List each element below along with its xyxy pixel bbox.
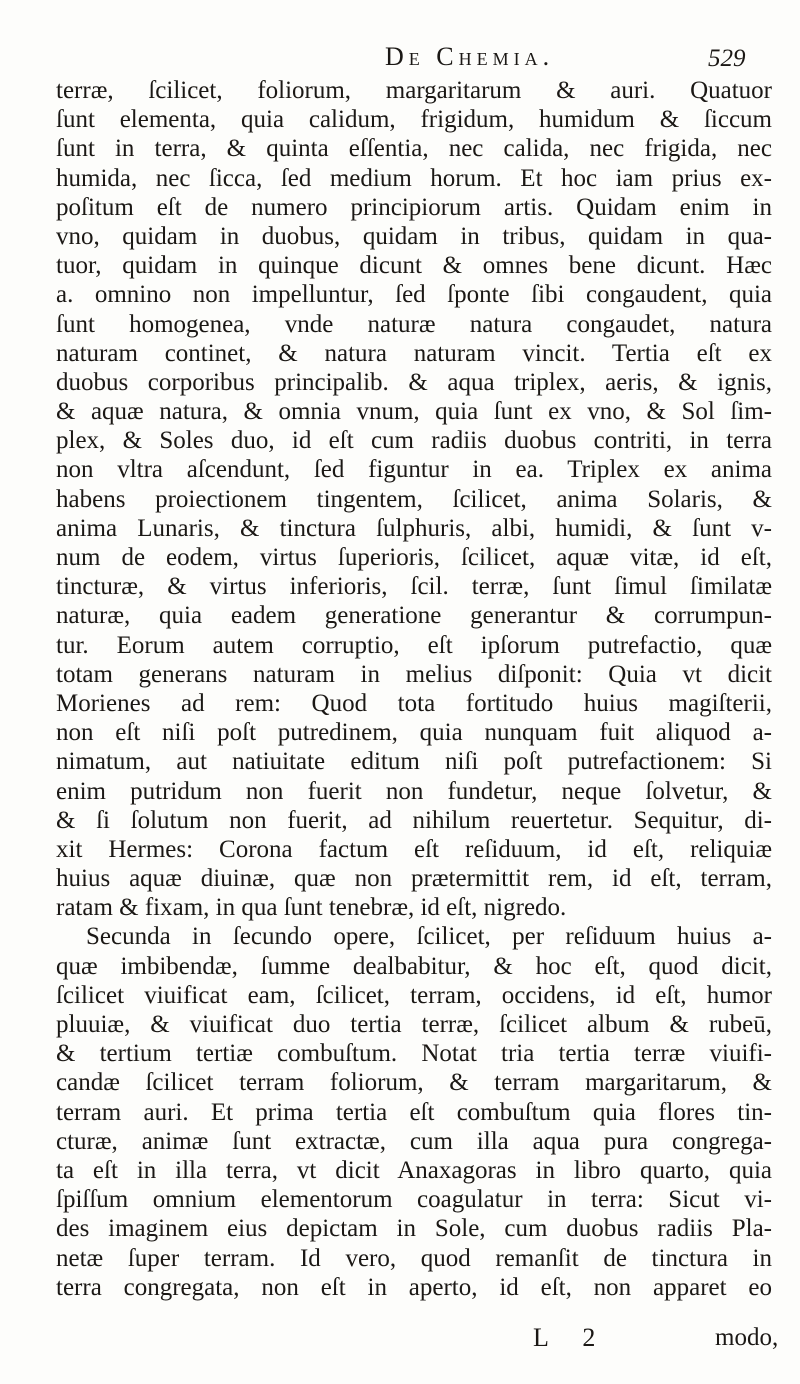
text-line: ſunt in terra, & quinta eſſentia, nec calida, nec frigida, nec xyxy=(56,135,772,163)
text-line: duobus corporibus principalib. & aqua triplex, aeris, & ignis, xyxy=(56,368,772,396)
text-line: Secunda in ſecundo opere, ſcilicet, per reſiduum huius a- xyxy=(86,923,772,951)
text-line: terræ, ſcilicet, foliorum, margaritarum & auri. Quatuor xyxy=(56,77,772,104)
body-text xyxy=(56,76,772,1302)
text-line: naturam continet, & natura naturam vincit. Tertia eſt ex xyxy=(56,339,772,367)
page-header xyxy=(0,40,800,74)
text-line: des imaginem eius depictam in Sole, cum duobus radiis Pla- xyxy=(56,1215,772,1243)
text-line: tincturæ, & virtus inferioris, ſcil. terræ, ſunt ſimul ſimilatæ xyxy=(56,573,772,601)
text-line: ſunt homogenea, vnde naturæ natura congaudet, natura xyxy=(56,310,772,338)
text-line: ta eſt in illa terra, vt dicit Anaxagoras in libro quarto, quia xyxy=(56,1156,772,1184)
text-line: vno, quidam in duobus, quidam in tribus, quidam in qua- xyxy=(56,222,772,250)
text-line: huius aquæ diuinæ, quæ non prætermittit rem, id eſt, terram, xyxy=(56,865,772,893)
text-line: poſitum eſt de numero principiorum artis. Quidam enim in xyxy=(56,193,772,221)
text-line: tur. Eorum autem corruptio, eſt ipſorum putrefactio, quæ xyxy=(56,631,772,659)
text-line: & tertium tertiæ combuſtum. Notat tria tertia terræ viuifi- xyxy=(56,1040,772,1068)
text-line: Morienes ad rem: Quod tota fortitudo huius magiſterii, xyxy=(56,689,772,717)
text-line: totam generans naturam in melius diſponit: Quia vt dicit xyxy=(56,660,772,688)
text-line: non eſt niſi poſt putredinem, quia nunquam fuit aliquod a- xyxy=(56,719,772,747)
text-line: ſcilicet viuificat eam, ſcilicet, terram, occidens, id eſt, humor xyxy=(56,981,772,1009)
catchword: modo, xyxy=(715,1324,779,1351)
text-line: habens proiectionem tingentem, ſcilicet, anima Solaris, & xyxy=(56,485,772,513)
text-line: anima Lunaris, & tinctura ſulphuris, albi, humidi, & ſunt v- xyxy=(56,514,772,542)
text-line: nimatum, aut natiuitate editum niſi poſt putrefactionem: Si xyxy=(56,748,772,776)
text-line: a. omnino non impelluntur, ſed ſponte ſibi congaudent, quia xyxy=(56,281,772,309)
text-line: num de eodem, virtus ſuperioris, ſcilicet, aquæ vitæ, id eſt, xyxy=(56,544,772,571)
text-line: ratam & fixam, in qua ſunt tenebræ, id eſt, nigredo. xyxy=(56,894,567,922)
text-line: plex, & Soles duo, id eſt cum radiis duobus contriti, in terra xyxy=(56,427,772,455)
text-line: ſpiſſum omnium elementorum coagulatur in terra: Sicut vi- xyxy=(56,1186,772,1214)
signature-mark: L 2 xyxy=(533,1323,610,1352)
text-line: & aquæ natura, & omnia vnum, quia ſunt ex vno, & Sol ſim- xyxy=(56,398,772,426)
text-line: candæ ſcilicet terram foliorum, & terram margaritarum, & xyxy=(56,1069,772,1097)
text-line: netæ ſuper terram. Id vero, quod remanſit de tinctura in xyxy=(56,1244,772,1272)
text-line: xit Hermes: Corona factum eſt reſiduum, id eſt, reliquiæ xyxy=(56,835,772,863)
text-line: ſunt elementa, quia calidum, frigidum, humidum & ſiccum xyxy=(56,106,772,134)
text-line: terram auri. Et prima tertia eſt combuſtum quia flores tin- xyxy=(56,1098,772,1126)
running-title: De Chemia. xyxy=(385,42,555,71)
text-line: naturæ, quia eadem generatione generantur & corrumpun- xyxy=(56,602,772,630)
text-line: enim putridum non fuerit non fundetur, neque ſolvetur, & xyxy=(56,777,772,805)
page-number: 529 xyxy=(708,45,746,72)
text-line: quæ imbibendæ, ſumme dealbabitur, & hoc eſt, quod dicit, xyxy=(56,952,772,980)
text-line: cturæ, animæ ſunt extractæ, cum illa aqua pura congrega- xyxy=(56,1127,772,1155)
text-line: terra congregata, non eſt in aperto, id eſt, non apparet eo xyxy=(56,1273,772,1301)
text-line: humida, nec ſicca, ſed medium horum. Et hoc iam prius ex- xyxy=(56,164,772,192)
page-footer xyxy=(0,1323,800,1353)
text-line: pluuiæ, & viuificat duo tertia terræ, ſcilicet album & rubeū, xyxy=(56,1011,772,1038)
text-line: & ſi ſolutum non fuerit, ad nihilum reuertetur. Sequitur, di- xyxy=(56,806,772,834)
text-line: non vltra aſcendunt, ſed figuntur in ea. Triplex ex anima xyxy=(56,456,772,484)
text-line: tuor, quidam in quinque dicunt & omnes bene dicunt. Hæc xyxy=(56,252,772,280)
